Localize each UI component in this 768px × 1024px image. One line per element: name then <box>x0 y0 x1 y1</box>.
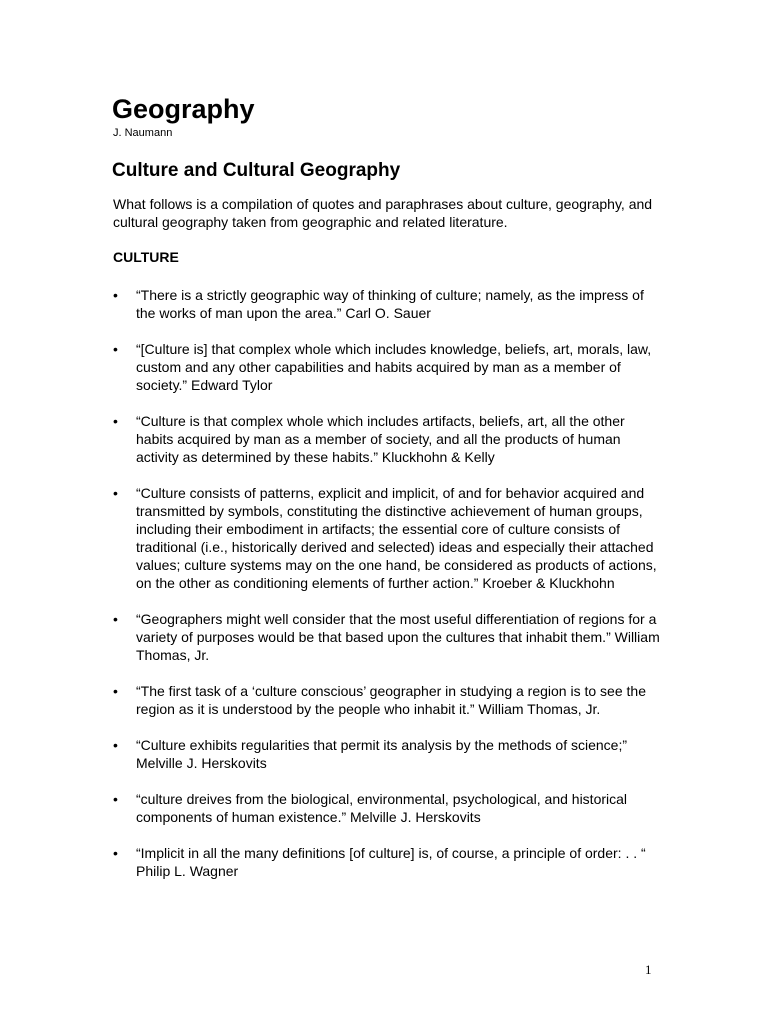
quote-item <box>112 844 664 880</box>
bullet-icon: • <box>113 413 118 429</box>
bullet-icon: • <box>113 287 118 303</box>
document-title: Geography <box>112 94 255 124</box>
quote-text: “Culture exhibits regularities that permit its analysis by the methods of science;” Melville J. Herskovits <box>136 737 627 771</box>
page-number: 1 <box>645 962 652 977</box>
bullet-icon: • <box>113 683 118 699</box>
quote-text: “Implicit in all the many definitions [of culture] is, of course, a principle of order: . . “ Philip L. Wagner <box>136 845 646 879</box>
quote-text: “Culture consists of patterns, explicit and implicit, of and for behavior acquired and transmitted by symbols, constituting the distinctive achievement of human groups, including their embodiment in artifacts; the essential core of culture consists of traditional (i.e., historically derived and selected) ideas and especially their attached values; culture systems may on the one hand, be considered as products of actions, on the other as conditioning elements of further action.” Kroeber & Kluckhohn <box>136 485 657 591</box>
quote-text: “culture dreives from the biological, environmental, psychological, and historical components of human existence.” Melville J. Herskovits <box>136 791 628 825</box>
quote-text: “Culture is that complex whole which includes artifacts, beliefs, art, all the other habits acquired by man as a member of society, and all the products of human activity as determined by these habits.” Kluckhohn & Kelly <box>136 413 625 465</box>
quote-text: “Geographers might well consider that the most useful differentiation of regions for a variety of purposes would be that based upon the cultures that inhabit them.” William Thomas, Jr. <box>136 611 660 663</box>
culture-subheading: CULTURE <box>113 249 179 265</box>
quote-item <box>112 736 664 772</box>
author-line: J. Naumann <box>113 127 173 139</box>
quote-text: “There is a strictly geographic way of thinking of culture; namely, as the impress of the works of man upon the area.” Carl O. Sauer <box>136 287 644 321</box>
intro-paragraph: What follows is a compilation of quotes and paraphrases about culture, geography, and cultural geography taken from geographic and related literature. <box>113 196 653 230</box>
quote-item <box>112 340 664 394</box>
bullet-icon: • <box>113 845 118 861</box>
bullet-icon: • <box>113 341 118 357</box>
quote-text: “[Culture is] that complex whole which includes knowledge, beliefs, art, morals, law, custom and any other capabilities and habits acquired by man as a member of society.” Edward Tylor <box>136 341 652 393</box>
quote-list <box>112 286 664 880</box>
bullet-icon: • <box>113 737 118 753</box>
quote-item <box>112 286 664 322</box>
bullet-icon: • <box>113 791 118 807</box>
quote-item <box>112 682 664 718</box>
document-page <box>112 92 664 898</box>
quote-item <box>112 412 664 466</box>
quote-item <box>112 484 664 592</box>
quote-text: “The first task of a ‘culture conscious’ geographer in studying a region is to see the region as it is understood by the people who inhabit it.” William Thomas, Jr. <box>136 683 646 717</box>
quote-item <box>112 610 664 664</box>
bullet-icon: • <box>113 611 118 627</box>
quote-item <box>112 790 664 826</box>
bullet-icon: • <box>113 485 118 501</box>
section-title: Culture and Cultural Geography <box>112 160 401 181</box>
